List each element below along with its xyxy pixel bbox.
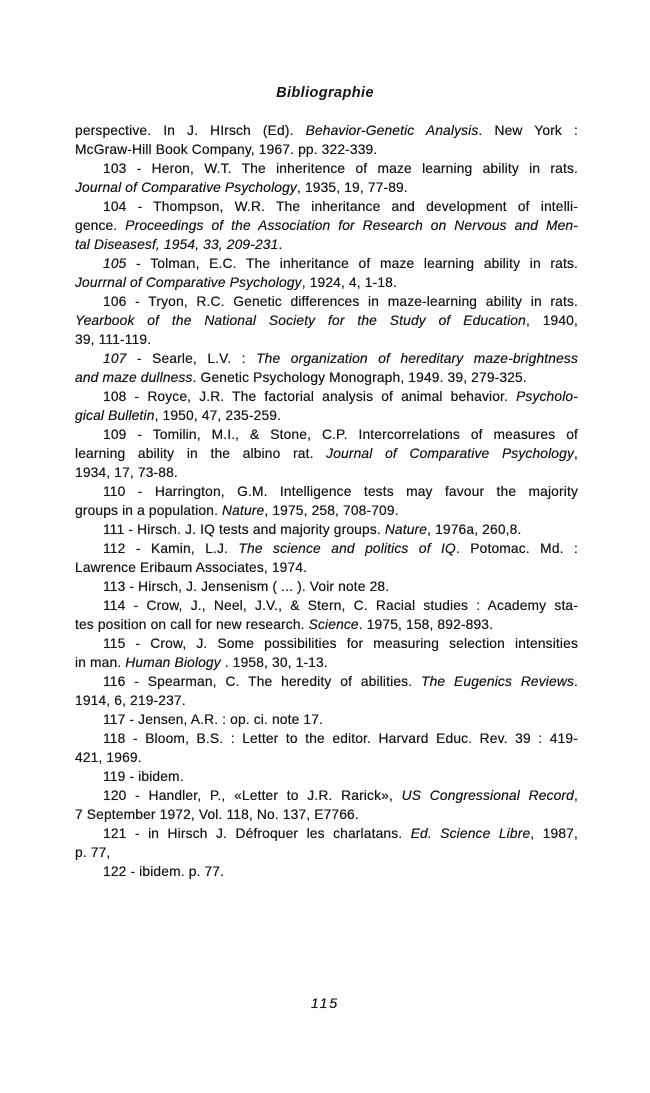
bib-line (75, 596, 578, 615)
bib-entry-122 (75, 862, 578, 881)
text-run: 7 September 1972, Vol. 118, No. 137, E7766. (75, 807, 359, 822)
page-header-title: Bibliographie (276, 85, 374, 101)
italic-run: Science (308, 617, 359, 632)
bib-line (75, 159, 578, 178)
bibliography-list (75, 121, 578, 881)
bib-line (75, 425, 578, 444)
text-run: 421, 1969. (75, 750, 142, 765)
bib-line (75, 444, 578, 463)
text-run: in man. (75, 655, 126, 670)
bib-entry-107 (75, 349, 578, 387)
text-run: . 1975, 158, 892-893. (358, 617, 494, 632)
bib-line (75, 862, 578, 881)
bib-line (75, 273, 578, 292)
bib-entry-109 (75, 425, 578, 482)
bib-entry-103 (75, 159, 578, 197)
text-run: - Searle, L.V. : (126, 351, 257, 366)
text-run: 121 - in Hirsch J. Défroquer les charlatans. (103, 826, 411, 841)
bib-entry-119 (75, 767, 578, 786)
text-run: 118 - Bloom, B.S. : Letter to the editor. Harvard Educ. Rev. 39 : 419- (103, 731, 578, 746)
bib-line (75, 406, 578, 425)
bib-entry-116 (75, 672, 578, 710)
bib-line (75, 805, 578, 824)
text-run: , (574, 446, 578, 461)
text-run: . Potomac. Md. : (455, 541, 578, 556)
bib-line (75, 501, 578, 520)
bib-line (75, 368, 578, 387)
text-run: , 1987, (530, 826, 578, 841)
text-run: , 1975, 258, 708-709. (264, 503, 399, 518)
bib-line (75, 387, 578, 406)
text-run: 1934, 17, 73-88. (75, 465, 178, 480)
text-run: 106 - Tryon, R.C. Genetic differences in maze-learning ability in rats. (103, 294, 578, 309)
text-run: groups in a population. (75, 503, 223, 518)
bib-line (75, 254, 578, 273)
text-run: 117 - Jensen, A.R. : op. ci. note 17. (103, 712, 324, 727)
text-run: perspective. In J. HIrsch (Ed). (75, 123, 306, 138)
italic-run: 107 (103, 351, 127, 366)
text-run: . New York : (478, 123, 578, 138)
text-run: p. 77, (75, 845, 111, 860)
text-run: 120 - Handler, P., «Letter to J.R. Rarick», (103, 788, 402, 803)
italic-run: Nature (384, 522, 428, 537)
text-run: gence. (75, 218, 126, 233)
bib-line (75, 311, 578, 330)
bib-entry-117 (75, 710, 578, 729)
bib-line (75, 349, 578, 368)
italic-run: US Congressional Record (401, 788, 574, 803)
bib-line (75, 178, 578, 197)
text-run: 112 - Kamin, L.J. (103, 541, 239, 556)
text-run: . (278, 237, 283, 252)
text-run: 103 - Heron, W.T. The inheritence of maze learning ability in rats. (103, 161, 578, 176)
italic-run: and maze dullness (75, 370, 193, 385)
bib-continuation (75, 121, 578, 159)
bib-line (75, 843, 578, 862)
text-run: 115 - Crow, J. Some possibilities for measuring selection intensities (103, 636, 578, 651)
bib-entry-105 (75, 254, 578, 292)
text-run: 114 - Crow, J., Neel, J.V., & Stern, C. Racial studies : Academy sta- (103, 598, 578, 613)
bib-entry-115 (75, 634, 578, 672)
italic-run: Ed. Science Libre (410, 826, 531, 841)
bib-line (75, 197, 578, 216)
page-number: 115 (310, 995, 340, 1011)
bib-line (75, 482, 578, 501)
bib-entry-121 (75, 824, 578, 862)
bib-line (75, 121, 578, 140)
bib-entry-108 (75, 387, 578, 425)
italic-run: gical Bulletin (75, 408, 155, 423)
bib-line (75, 710, 578, 729)
text-run: 119 - ibidem. (103, 769, 184, 784)
bib-line (75, 786, 578, 805)
bib-line (75, 634, 578, 653)
bib-line (75, 558, 578, 577)
text-run: , 1924, 4, 1-18. (301, 275, 397, 290)
bib-entry-118 (75, 729, 578, 767)
italic-run: Psycholo- (516, 389, 578, 404)
text-run: 109 - Tomilin, M.I., & Stone, C.P. Intercorrelations of measures of (103, 427, 578, 442)
text-run: , 1935, 19, 77-89. (296, 180, 408, 195)
text-run: - Tolman, E.C. The inheritance of maze learning ability in rats. (126, 256, 578, 271)
bib-line (75, 824, 578, 843)
bib-entry-112 (75, 539, 578, 577)
text-run: Lawrence Eribaum Associates, 1974. (75, 560, 308, 575)
text-run: tes position on call for new research. (75, 617, 309, 632)
bib-line (75, 539, 578, 558)
text-run: 1914, 6, 219-237. (75, 693, 186, 708)
text-run: . 1958, 30, 1-13. (220, 655, 328, 670)
italic-run: Nature (222, 503, 265, 518)
bib-line (75, 216, 578, 235)
text-run: . Genetic Psychology Monograph, 1949. 39, 279-325. (192, 370, 527, 385)
bib-line (75, 615, 578, 634)
italic-run: Yearbook of the National Society for the Study of Education (75, 313, 526, 328)
bib-entry-106 (75, 292, 578, 349)
bib-line (75, 577, 578, 596)
bib-entry-120 (75, 786, 578, 824)
bib-line (75, 748, 578, 767)
bib-entry-113 (75, 577, 578, 596)
bib-line (75, 330, 578, 349)
text-run: 111 - Hirsch. J. IQ tests and majority groups. (103, 522, 385, 537)
bib-line (75, 520, 578, 539)
text-run: 104 - Thompson, W.R. The inheritance and development of intelli- (103, 199, 578, 214)
italic-run: Human Biology (125, 655, 221, 670)
bib-entry-111 (75, 520, 578, 539)
text-run: 113 - Hirsch, J. Jensenism ( ... ). Voir note 28. (103, 579, 390, 594)
italic-run: Journal of Comparative Psychology (326, 446, 575, 461)
bib-entry-104 (75, 197, 578, 254)
italic-run: Proceedings of the Association for Research on Nervous and Men- (125, 218, 579, 233)
italic-run: The organization of hereditary maze-brightness (256, 351, 578, 366)
italic-run: 105 (103, 256, 127, 271)
italic-run: The Eugenics Reviews (421, 674, 575, 689)
bib-line (75, 672, 578, 691)
text-run: , 1950, 47, 235-259. (154, 408, 282, 423)
text-run: 39, 111-119. (75, 332, 152, 347)
bib-line (75, 140, 578, 159)
bib-entry-114 (75, 596, 578, 634)
text-run: 116 - Spearman, C. The heredity of abilities. (103, 674, 422, 689)
bib-line (75, 691, 578, 710)
text-run: learning ability in the albino rat. (75, 446, 327, 461)
text-run: , 1940, (525, 313, 578, 328)
text-run: 122 - ibidem. p. 77. (103, 864, 225, 879)
bib-line (75, 292, 578, 311)
text-run: , 1976a, 260,8. (427, 522, 522, 537)
bib-entry-110 (75, 482, 578, 520)
bib-line (75, 729, 578, 748)
bib-line (75, 653, 578, 672)
text-run: 108 - Royce, J.R. The factorial analysis of animal behavior. (103, 389, 517, 404)
italic-run: Behavior-Genetic Analysis (305, 123, 479, 138)
italic-run: Jourrnal of Comparative Psychology (75, 275, 302, 290)
italic-run: The science and politics of IQ (238, 541, 456, 556)
text-run: McGraw-Hill Book Company, 1967. pp. 322-339. (75, 142, 378, 157)
bib-line (75, 235, 578, 254)
bib-line (75, 767, 578, 786)
text-run: , (574, 788, 578, 803)
bib-line (75, 463, 578, 482)
text-run: . (574, 674, 578, 689)
italic-run: tal Diseasesf, 1954, 33, 209-231 (75, 237, 279, 252)
text-run: 110 - Harrington, G.M. Intelligence tests may favour the majority (103, 484, 578, 499)
italic-run: Journal of Comparative Psychology (75, 180, 297, 195)
